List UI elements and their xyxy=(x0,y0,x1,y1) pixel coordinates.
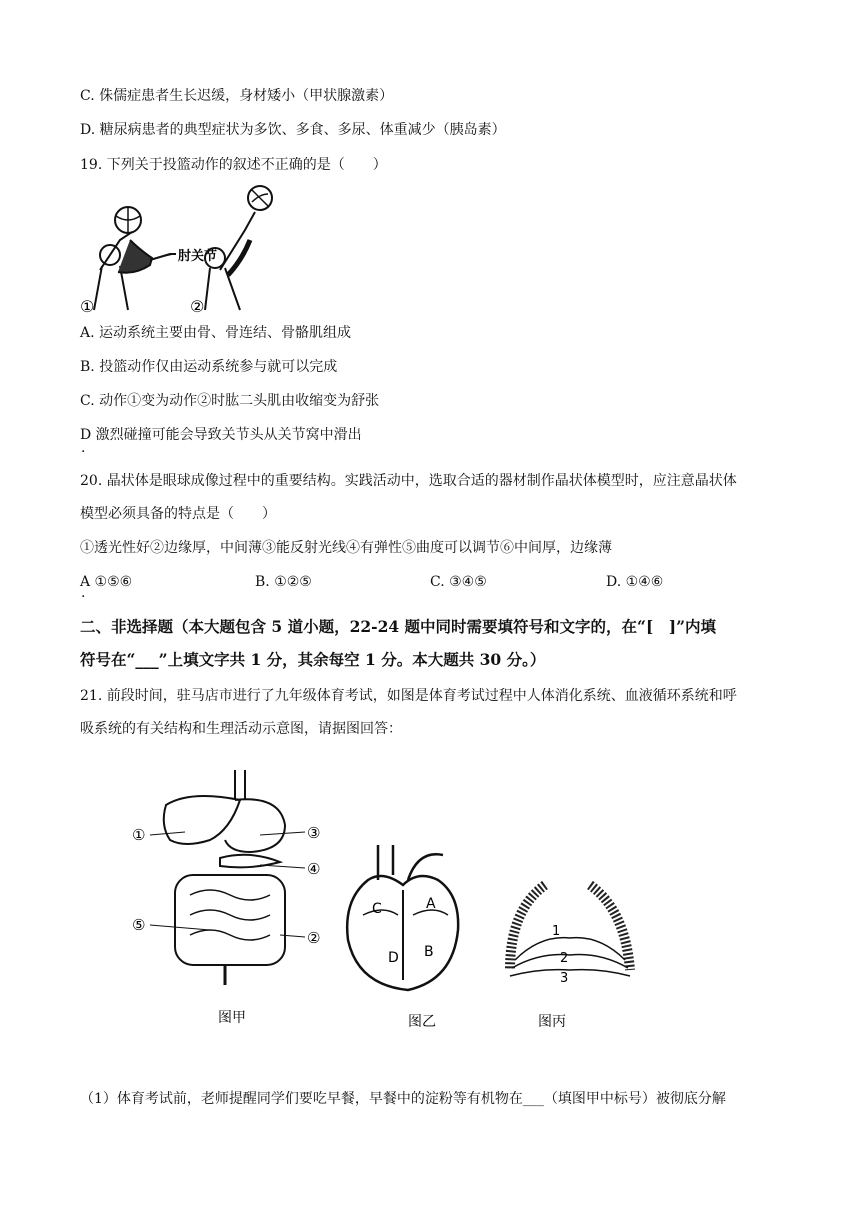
dot-mark: · xyxy=(81,589,86,605)
heart-chamber-a: A xyxy=(426,896,436,912)
q19-option-a: A. 运动系统主要由骨、骨连结、骨骼肌组成 xyxy=(80,325,352,341)
heart-chamber-b: B xyxy=(424,944,434,960)
q19-option-c: C. 动作①变为动作②时肱二头肌由收缩变为舒张 xyxy=(80,393,380,409)
bing-label-2: 2 xyxy=(560,951,569,966)
q21-stem-line1: 21. 前段时间，驻马店市进行了九年级体育考试，如图是体育考试过程中人体消化系统、血液循环系统和呼 xyxy=(80,688,737,704)
q20-option-d: D. ①④⑥ xyxy=(606,574,664,590)
q20-stem-line2: 模型必须具备的特点是（ ） xyxy=(80,506,276,522)
q19-option-b: B. 投篮动作仅由运动系统参与就可以完成 xyxy=(80,359,338,375)
jia-label-1: ① xyxy=(132,826,146,844)
q21-sub1: （1）体育考试前，老师提醒同学们要吃早餐，早餐中的淀粉等有机物在___（填图甲中标号）被彻底分解 xyxy=(80,1091,726,1107)
bing-label-3: 3 xyxy=(560,971,569,986)
section2-title-line2: 符号在“___”上填文字共 1 分，其余每空 1 分。本大题共 30 分。） xyxy=(80,650,546,669)
fig-label-elbow: 肘关节 xyxy=(178,249,218,264)
section2-title-line1: 二、非选择题（本大题包含 5 道小题，22-24 题中同时需要填符号和文字的，在“[ ]”内填 xyxy=(80,617,717,636)
jia-label-4: ④ xyxy=(307,860,321,878)
q18-option-d: D. 糖尿病患者的典型症状为多饮、多食、多尿、体重减少（胰岛素） xyxy=(80,122,506,138)
fig-label-1: ① xyxy=(80,297,95,316)
q20-option-b: B. ①②⑤ xyxy=(255,574,312,590)
yi-caption: 图乙 xyxy=(408,1014,436,1030)
heart-chamber-d: D xyxy=(388,950,399,966)
heart-chamber-c: C xyxy=(372,901,382,917)
figure-yi-heart xyxy=(338,840,468,1030)
q19-option-d: D 激烈碰撞可能会导致关节头从关节窝中滑出 xyxy=(80,427,362,443)
figure-jia-digestive xyxy=(130,770,330,1030)
q19-stem: 19. 下列关于投篮动作的叙述不正确的是（ ） xyxy=(80,157,387,173)
figure-bing-thorax xyxy=(500,880,650,1030)
q20-option-c: C. ③④⑤ xyxy=(430,574,487,590)
q19-basketball-figure xyxy=(80,180,280,320)
fig-label-2: ② xyxy=(190,297,205,316)
q20-stem-line1: 20. 晶状体是眼球成像过程中的重要结构。实践活动中，选取合适的器材制作晶状体模型时，应注意晶状体 xyxy=(80,473,737,489)
q18-option-c: C. 侏儒症患者生长迟缓，身材矮小（甲状腺激素） xyxy=(80,88,394,104)
jia-label-2: ② xyxy=(307,929,321,947)
q20-option-a: A ①⑤⑥ xyxy=(80,574,133,590)
bing-label-1: 1 xyxy=(552,924,561,939)
q21-stem-line2: 吸系统的有关结构和生理活动示意图，请据图回答： xyxy=(80,721,402,737)
jia-label-5: ⑤ xyxy=(132,916,146,934)
q20-features: ①透光性好②边缘厚，中间薄③能反射光线④有弹性⑤曲度可以调节⑥中间厚，边缘薄 xyxy=(80,540,612,556)
jia-label-3: ③ xyxy=(307,824,321,842)
dot-mark: · xyxy=(81,444,86,460)
bing-caption: 图丙 xyxy=(538,1014,566,1030)
jia-caption: 图甲 xyxy=(218,1010,246,1026)
